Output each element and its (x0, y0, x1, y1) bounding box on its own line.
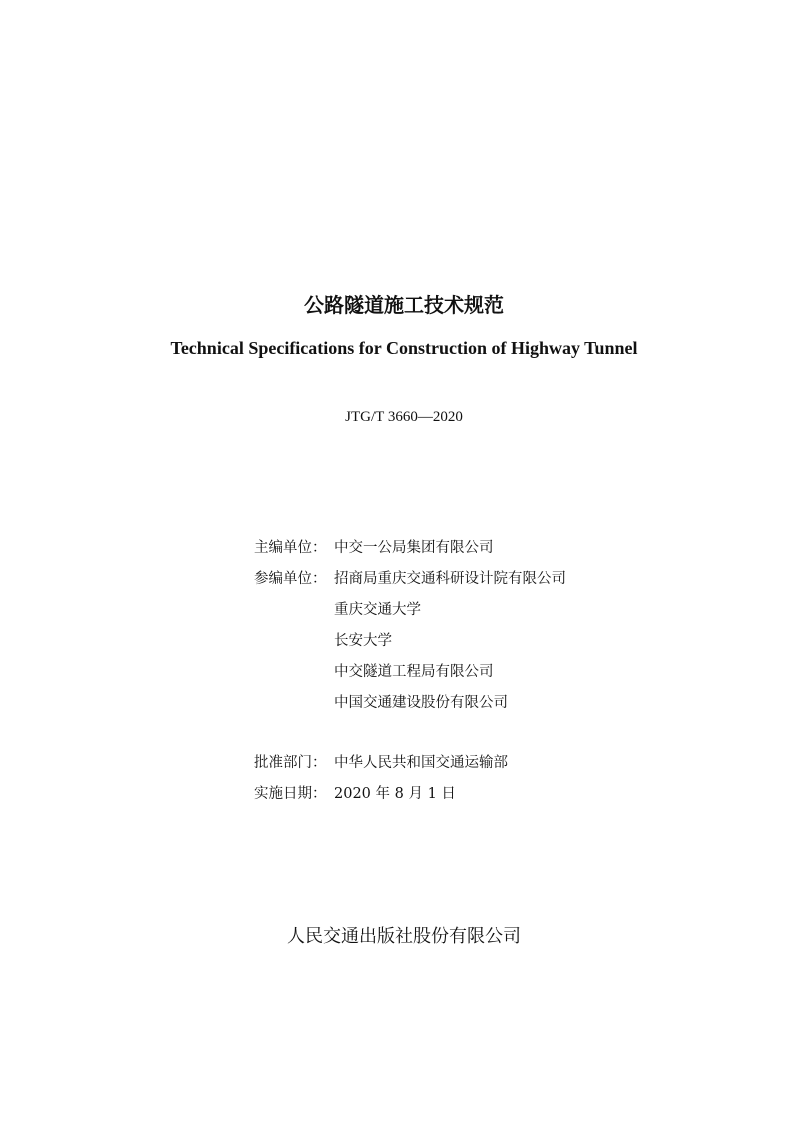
participant-row (254, 595, 566, 626)
effective-date-row (254, 779, 508, 810)
participant-row (254, 564, 566, 595)
editor-info (254, 533, 566, 719)
participants-label: 参编单位： (254, 571, 327, 587)
effective-date-value: 2020 年 8 月 1 日 (334, 786, 456, 802)
approval-label: 批准部门： (254, 755, 327, 771)
approval-value: 中华人民共和国交通运输部 (334, 755, 508, 771)
participant-unit: 重庆交通大学 (334, 602, 421, 618)
chief-editor-row (254, 533, 566, 564)
participant-row (254, 657, 566, 688)
participant-unit: 中交隧道工程局有限公司 (334, 664, 494, 680)
approval-info (254, 748, 508, 810)
standard-code: JTG/T 3660—2020 (345, 409, 463, 425)
participant-unit: 长安大学 (334, 633, 392, 649)
approval-row (254, 748, 508, 779)
participant-unit: 中国交通建设股份有限公司 (334, 695, 508, 711)
participant-unit: 招商局重庆交通科研设计院有限公司 (334, 571, 566, 587)
document-title-english: Technical Specifications for Construction of Highway Tunnel (170, 338, 638, 358)
chief-editor-value: 中交一公局集团有限公司 (334, 540, 494, 556)
document-title-chinese: 公路隧道施工技术规范 (304, 293, 504, 317)
effective-date-label: 实施日期： (254, 786, 327, 802)
participant-row (254, 688, 566, 719)
publisher: 人民交通出版社股份有限公司 (287, 926, 521, 947)
chief-editor-label: 主编单位： (254, 540, 327, 556)
participant-row (254, 626, 566, 657)
